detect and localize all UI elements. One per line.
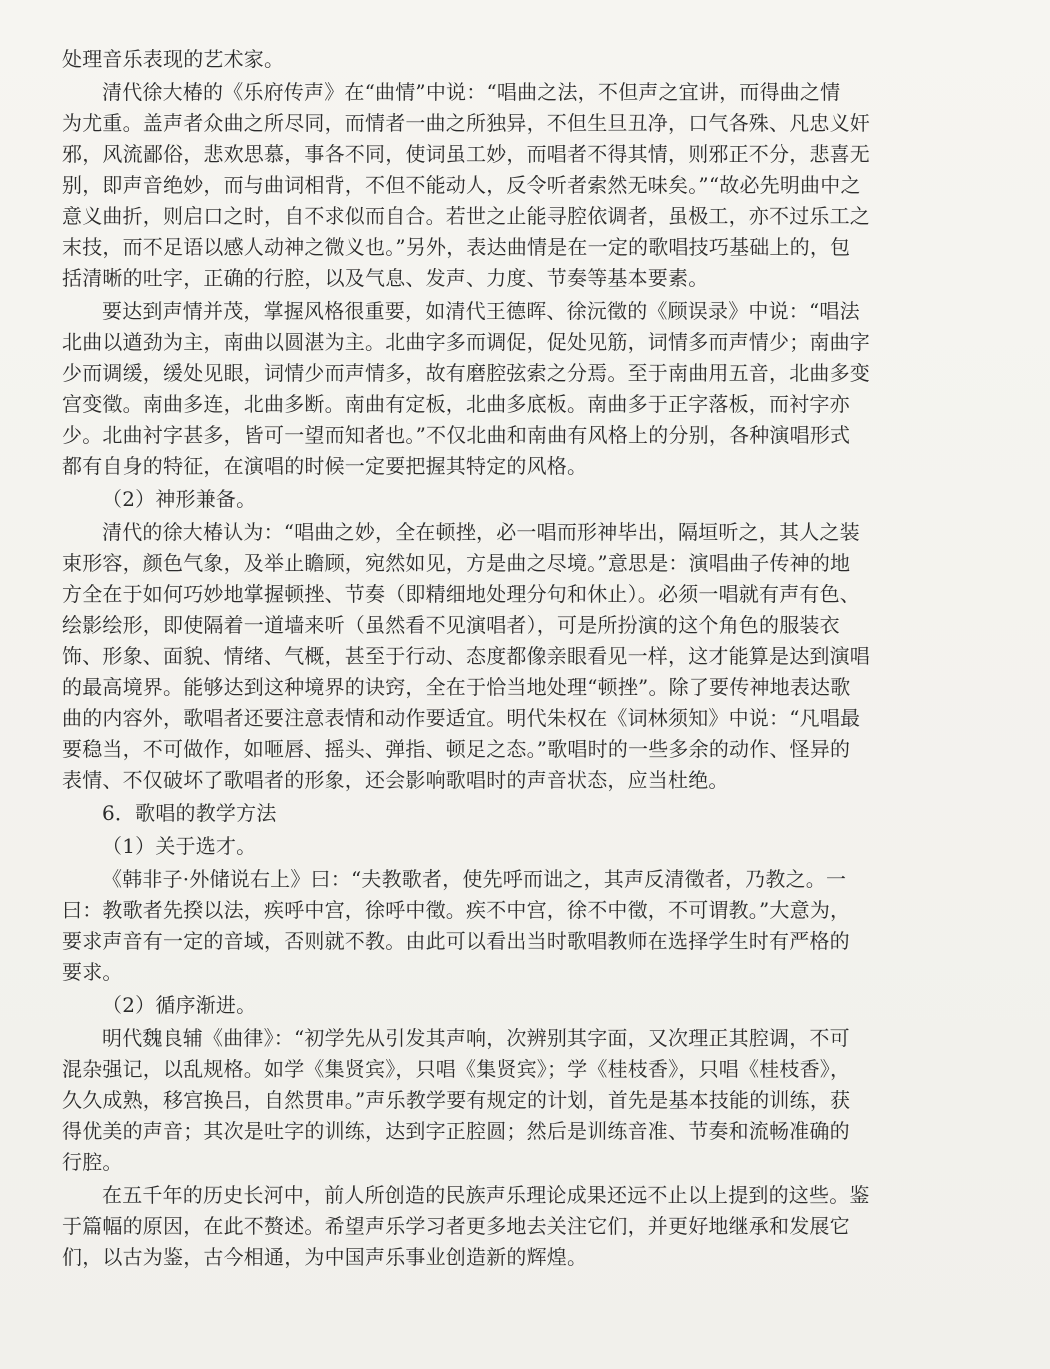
text-line: 于篇幅的原因，在此不赘述。希望声乐学习者更多地去关注它们，并更好地继承和发展它	[62, 1214, 850, 1238]
text-line: （2）循序渐进。	[102, 993, 257, 1017]
text-line: 少。北曲衬字甚多，皆可一望而知者也。”不仅北曲和南曲有风格上的分别，各种演唱形式	[62, 423, 851, 447]
text-line: 邪，风流鄙俗，悲欢思慕，事各不同，使词虽工妙，而唱者不得其情，则邪正不分，悲喜无	[62, 142, 870, 166]
paragraph	[62, 1180, 988, 1273]
text-line: 久久成熟，移宫换吕，自然贯串。”声乐教学要有规定的计划，首先是基本技能的训练，获	[62, 1088, 851, 1112]
text-line: 行腔。	[62, 1150, 123, 1174]
text-line: 为尤重。盖声者众曲之所尽同，而情者一曲之所独异，不但生旦丑净，口气各殊、凡忠义奸	[62, 111, 870, 135]
paragraph	[62, 44, 988, 75]
text-line: 方全在于如何巧妙地掌握顿挫、节奏（即精细地处理分句和休止）。必须一唱就有声有色、	[62, 582, 860, 606]
text-line: 束形容，颜色气象，及举止瞻顾，宛然如见，方是曲之尽境。”意思是：演唱曲子传神的地	[62, 551, 851, 575]
text-line: 混杂强记，以乱规格。如学《集贤宾》，只唱《集贤宾》；学《桂枝香》，只唱《桂枝香》，	[62, 1057, 851, 1081]
paragraph	[62, 484, 988, 515]
text-line: 少而调缓，缓处见眼，词情少而声情多，故有磨腔弦索之分焉。至于南曲用五音，北曲多变	[62, 361, 870, 385]
text-line: 明代魏良辅《曲律》：“初学先从引发其声响，次辨别其字面，又次理正其腔调，不可	[102, 1026, 850, 1050]
paragraph	[62, 864, 988, 988]
paragraph	[62, 1023, 988, 1178]
text-line: 们，以古为鉴，古今相通，为中国声乐事业创造新的辉煌。	[62, 1245, 588, 1269]
text-line: 在五千年的历史长河中，前人所创造的民族声乐理论成果还远不止以上提到的这些。鉴	[102, 1183, 870, 1207]
text-line: 曰：教歌者先揆以法，疾呼中宫，徐呼中徵。疾不中宫，徐不中徵，不可谓教。”大意为，	[62, 898, 851, 922]
text-line: 北曲以遒劲为主，南曲以圆湛为主。北曲字多而调促，促处见筋，词情多而声情少；南曲字	[62, 330, 870, 354]
text-line: 曲的内容外，歌唱者还要注意表情和动作要适宜。明代朱权在《词林须知》中说：“凡唱最	[62, 706, 861, 730]
text-line: 宫变徵。南曲多连，北曲多断。南曲有定板，北曲多底板。南曲多于正字落板，而衬字亦	[62, 392, 850, 416]
paragraph	[62, 798, 988, 829]
paragraph	[62, 77, 988, 294]
text-line: 绘影绘形，即使隔着一道墙来听（虽然看不见演唱者），可是所扮演的这个角色的服装衣	[62, 613, 840, 637]
text-line: 末技，而不足语以感人动神之微义也。”另外，表达曲情是在一定的歌唱技巧基础上的，包	[62, 235, 851, 259]
text-line: 表情、不仅破坏了歌唱者的形象，还会影响歌唱时的声音状态，应当杜绝。	[62, 768, 729, 792]
text-line: 饰、形象、面貌、情绪、气概，甚至于行动、态度都像亲眼看见一样，这才能算是达到演唱	[62, 644, 870, 668]
text-line: 《韩非子·外储说右上》曰：“夫教歌者，使先呼而诎之，其声反清徵者，乃教之。一	[102, 867, 847, 891]
page-text-body	[62, 44, 988, 1273]
text-line: 要求。	[62, 960, 123, 984]
text-line: 处理音乐表现的艺术家。	[62, 47, 285, 71]
text-line: （1）关于选才。	[102, 834, 257, 858]
text-line: 要求声音有一定的音域，否则就不教。由此可以看出当时歌唱教师在选择学生时有严格的	[62, 929, 850, 953]
text-line: 意义曲折，则启口之时，自不求似而自合。若世之止能寻腔依调者，虽极工，亦不过乐工之	[62, 204, 870, 228]
text-line: 括清晰的吐字，正确的行腔，以及气息、发声、力度、节奏等基本要素。	[62, 266, 709, 290]
paragraph	[62, 296, 988, 482]
text-line: 清代的徐大椿认为：“唱曲之妙，全在顿挫，必一唱而形神毕出，隔垣听之，其人之装	[102, 520, 860, 544]
text-line: 要稳当，不可做作，如咂唇、摇头、弹指、顿足之态。”歌唱时的一些多余的动作、怪异的	[62, 737, 851, 761]
paragraph	[62, 831, 988, 862]
text-line: 清代徐大椿的《乐府传声》在“曲情”中说：“唱曲之法，不但声之宜讲，而得曲之情	[102, 80, 841, 104]
text-line: 别，即声音绝妙，而与曲词相背，不但不能动人，反令听者索然无味矣。”“故必先明曲中之	[62, 173, 861, 197]
text-line: 6．歌唱的教学方法	[102, 801, 277, 825]
text-line: （2）神形兼备。	[102, 487, 257, 511]
text-line: 都有自身的特征，在演唱的时候一定要把握其特定的风格。	[62, 454, 588, 478]
paragraph	[62, 990, 988, 1021]
text-line: 得优美的声音；其次是吐字的训练，达到字正腔圆；然后是训练音准、节奏和流畅准确的	[62, 1119, 850, 1143]
text-line: 要达到声情并茂，掌握风格很重要，如清代王德晖、徐沅徵的《顾误录》中说：“唱法	[102, 299, 860, 323]
paragraph	[62, 517, 988, 796]
text-line: 的最高境界。能够达到这种境界的诀窍，全在于恰当地处理“顿挫”。除了要传神地表达歌	[62, 675, 851, 699]
